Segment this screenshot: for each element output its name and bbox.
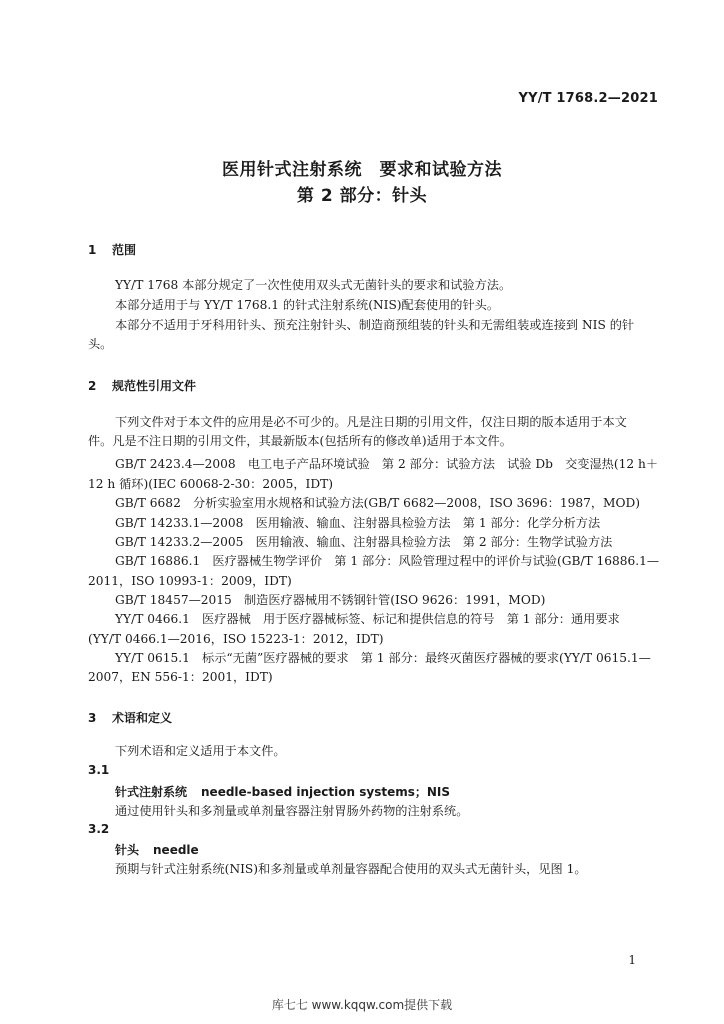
reference-entry: GB/T 14233.1—2008 医用输液、输血、注射器具检验方法 第 1 部分：化学分析方法 [115,516,601,530]
section-3-heading [88,709,172,726]
section-number: 2 [88,379,97,393]
term-zh: 针头 [115,843,140,857]
term-number: 3.2 [88,822,110,836]
term-zh: 针式注射系统 [115,785,188,799]
document-subtitle: 第 2 部分：针头 [296,186,428,206]
reference-entry: GB/T 2423.4—2008 电工电子产品环境试验 第 2 部分：试验方法 试验 Db 交变湿热(12 h＋ [115,457,659,471]
scope-paragraph-1: YY/T 1768 本部分规定了一次性使用双头式无菌针头的要求和试验方法。 [115,278,512,292]
reference-entry: YY/T 0615.1 标示“无菌”医疗器械的要求 第 1 部分：最终灭菌医疗器械的要求(YY/T 0615.1— [115,651,651,665]
scope-paragraph-3: 本部分不适用于牙科用针头、预充注射针头、制造商预组装的针头和无需组装或连接到 NIS 的针头。 [88,318,635,352]
term-definition: 通过使用针头和多剂量或单剂量容器注射胃肠外药物的注射系统。 [115,804,469,818]
reference-entry: GB/T 16886.1 医疗器械生物学评价 第 1 部分：风险管理过程中的评价与试验(GB/T 16886.1— [115,554,660,568]
reference-entry-continuation: 2011，ISO 10993-1：2009，IDT) [88,574,292,588]
reference-entry-continuation: 12 h 循环)(IEC 60068-2-30：2005，IDT) [88,477,334,491]
standard-code: YY/T 1768.2—2021 [518,91,658,106]
reference-entry: GB/T 6682 分析实验室用水规格和试验方法(GB/T 6682—2008，ISO 3696：1987，MOD) [115,496,641,510]
term-heading [115,783,450,800]
term-number: 3.1 [88,763,110,777]
download-footer: 库七七 www.kqqw.com提供下载 [271,998,453,1012]
normative-references-intro: 下列文件对于本文件的应用是必不可少的。凡是注日期的引用文件，仅注日期的版本适用于本文件。凡是不注日期的引用文件，其最新版本(包括所有的修改单)适用于本文件。 [88,415,627,449]
scope-paragraph-2: 本部分适用于与 YY/T 1768.1 的针式注射系统(NIS)配套使用的针头。 [115,298,500,312]
reference-entry-continuation: 2007，EN 556-1：2001，IDT) [88,670,273,684]
section-title: 范围 [112,243,137,257]
reference-entry-continuation: (YY/T 0466.1—2016，ISO 15223-1：2012，IDT) [88,632,384,646]
term-heading [115,841,199,858]
page-number: 1 [628,953,636,967]
section-title: 术语和定义 [112,711,173,725]
section-title: 规范性引用文件 [112,379,197,393]
term-en: needle [153,843,199,857]
reference-entry: GB/T 18457—2015 制造医疗器械用不锈钢针管(ISO 9626：1991，MOD) [115,593,546,607]
section-number: 1 [88,243,97,257]
term-en: needle-based injection systems；NIS [201,785,451,799]
section-number: 3 [88,711,97,725]
document-title: 医用针式注射系统 要求和试验方法 [222,160,502,180]
reference-entry: GB/T 14233.2—2005 医用输液、输血、注射器具检验方法 第 2 部分：生物学试验方法 [115,535,613,549]
reference-entry: YY/T 0466.1 医疗器械 用于医疗器械标签、标记和提供信息的符号 第 1 部分：通用要求 [115,612,620,626]
section-2-heading [88,377,196,394]
section-1-heading [88,241,136,258]
terms-intro: 下列术语和定义适用于本文件。 [115,744,286,758]
term-definition: 预期与针式注射系统(NIS)和多剂量或单剂量容器配合使用的双头式无菌针头，见图 1。 [115,862,587,876]
